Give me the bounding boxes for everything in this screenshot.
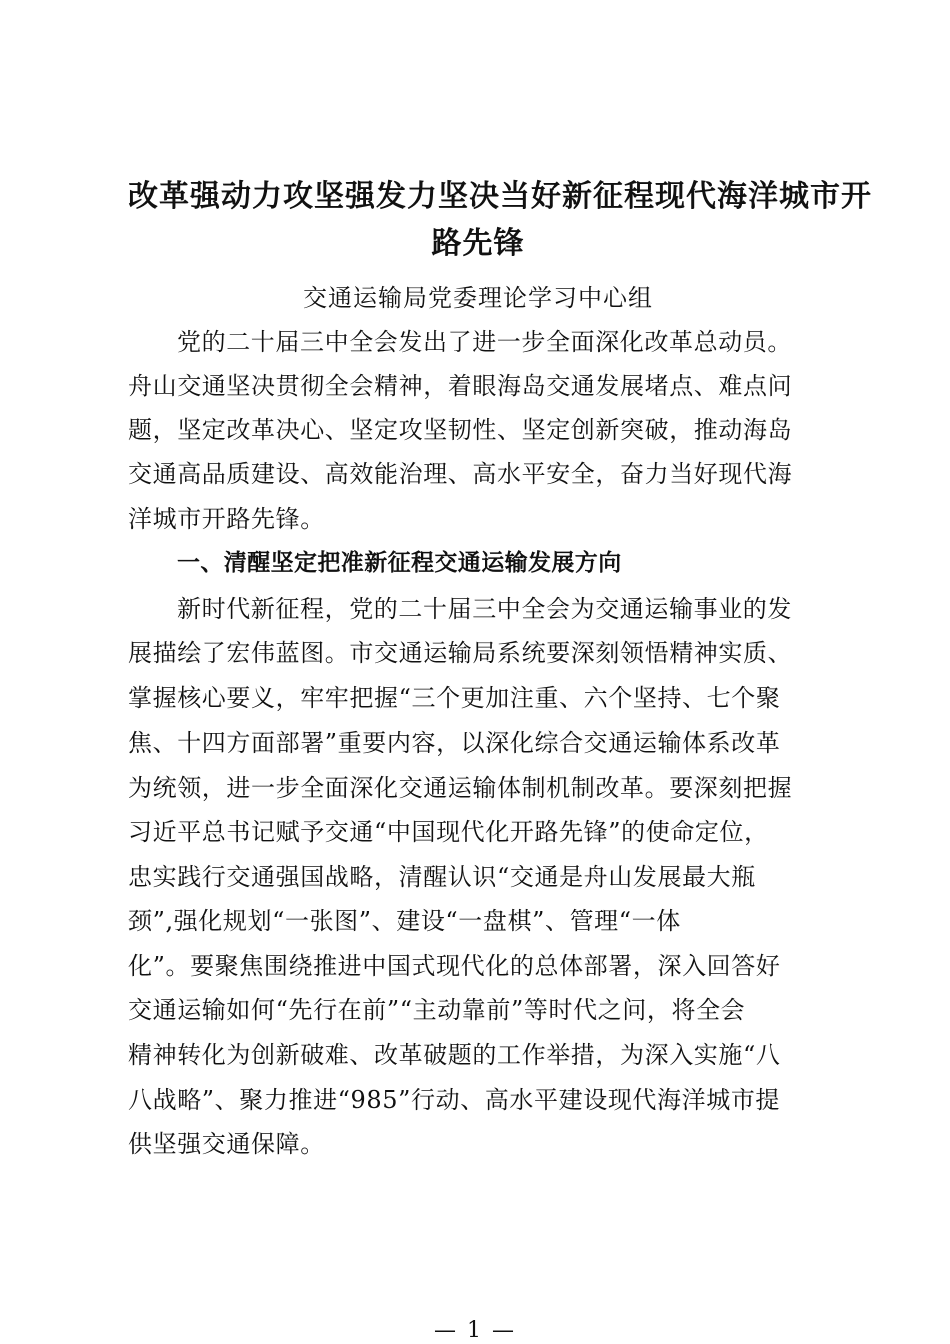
paragraph-2-line: 颈”,强化规划“一张图”、建设“一盘棋”、管理“一体	[128, 907, 681, 935]
paragraph-2-line: 展描绘了宏伟蓝图。市交通运输局系统要深刻领悟精神实质、	[128, 639, 793, 667]
paragraph-1-line: 洋城市开路先锋。	[128, 505, 325, 533]
document-title-line-2: 路先锋	[431, 226, 525, 261]
document-title-line-1: 改革强动力攻坚强发力坚决当好新征程现代海洋城市开	[128, 179, 872, 214]
paragraph-2-line: 精神转化为创新破难、改革破题的工作举措，为深入实施“八	[128, 1041, 781, 1069]
paragraph-1-line: 交通高品质建设、高效能治理、高水平安全，奋力当好现代海	[128, 460, 793, 488]
paragraph-2-line: 供坚强交通保障。	[128, 1130, 325, 1158]
paragraph-2-line: 掌握核心要义，牢牢把握“三个更加注重、六个坚持、七个聚	[128, 684, 781, 712]
paragraph-2-line: 忠实践行交通强国战略，清醒认识“交通是舟山发展最大瓶	[128, 863, 756, 891]
paragraph-2-line: 新时代新征程，党的二十届三中全会为交通运输事业的发	[177, 595, 792, 623]
paragraph-2-line: 化”。要聚焦围绕推进中国式现代化的总体部署，深入回答好	[128, 952, 781, 980]
section-1-heading: 一、清醒坚定把准新征程交通运输发展方向	[177, 550, 622, 576]
page-number: — 1 —	[434, 1318, 516, 1343]
paragraph-1-line: 题，坚定改革决心、坚定攻坚韧性、坚定创新突破，推动海岛	[128, 416, 793, 444]
document-author: 交通运输局党委理论学习中心组	[303, 284, 653, 312]
paragraph-1-line: 党的二十届三中全会发出了进一步全面深化改革总动员。	[177, 328, 792, 356]
paragraph-2-line: 习近平总书记赋予交通“中国现代化开路先锋”的使命定位，	[128, 818, 769, 846]
paragraph-2-line: 交通运输如何“先行在前”“主动靠前”等时代之问，将全会	[128, 996, 746, 1024]
paragraph-2-line: 焦、十四方面部署”重要内容，以深化综合交通运输体系改革	[128, 729, 781, 757]
paragraph-2-line: 八战略”、聚力推进“985”行动、高水平建设现代海洋城市提	[128, 1086, 781, 1114]
paragraph-1-line: 舟山交通坚决贯彻全会精神，着眼海岛交通发展堵点、难点问	[128, 372, 793, 400]
paragraph-2-line: 为统领，进一步全面深化交通运输体制机制改革。要深刻把握	[128, 774, 793, 802]
